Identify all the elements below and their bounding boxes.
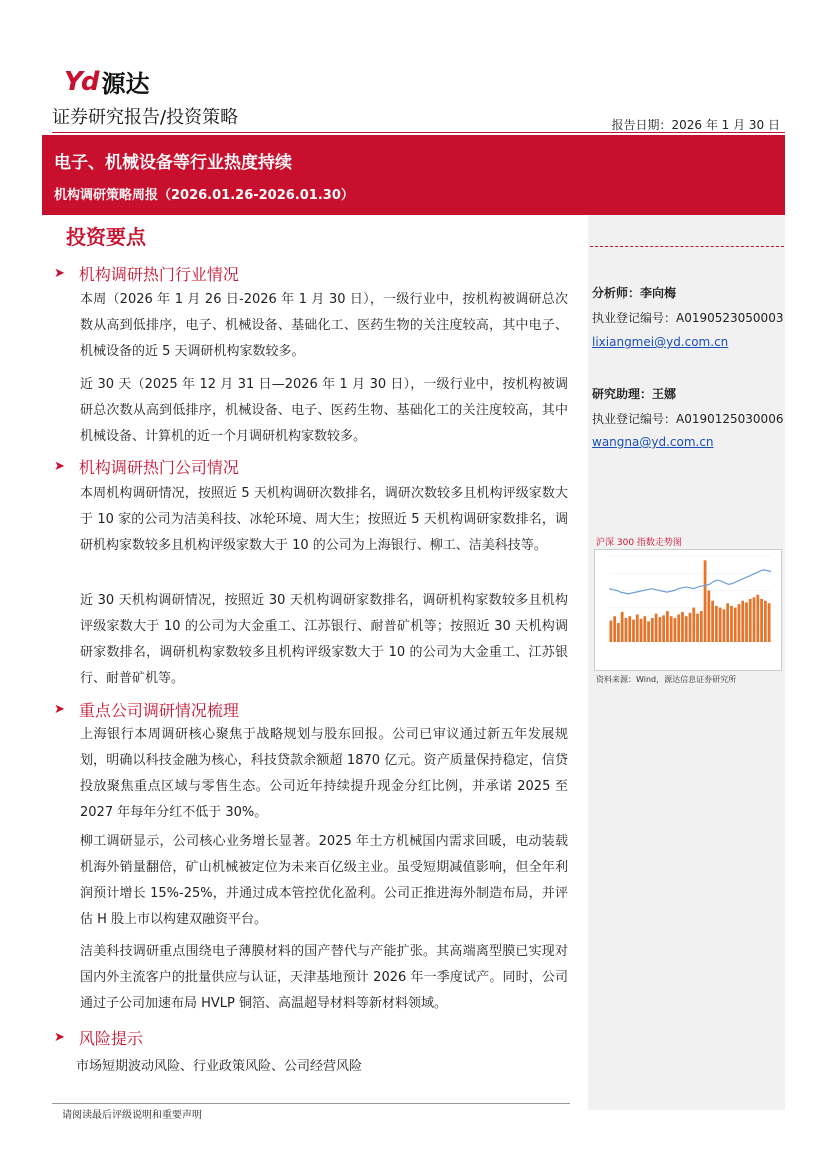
chart-bar [613, 616, 616, 642]
chart-bar [704, 560, 707, 642]
chart-bar [621, 612, 624, 642]
paragraph: 上海银行本周调研核心聚焦于战略规划与股东回报。公司已审议通过新五年发展规划，明确以科技金融为核心，科技贷款余额超 1870 亿元。资产质量保持稳定，信贷投放聚焦重点区域与零售生态。公司近年持续提升现金分红比例，并承诺 2025 至 2027 年每年分红不低于 30%。 [80, 727, 568, 820]
arrow-bullet-icon: ➤ [54, 266, 65, 281]
sidebar-divider [590, 246, 784, 247]
chart-bar [764, 601, 767, 642]
chart-source: 资料来源：Wind，源达信息证券研究所 [596, 675, 737, 684]
section-title-text: 机构调研热门公司情况 [78, 458, 239, 477]
footer-notice: 请阅读最后评级说明和重要声明 [62, 1110, 202, 1121]
section-heading: 投资要点 [66, 225, 146, 249]
chart-bar [700, 611, 703, 642]
logo-mark: Yd [64, 66, 98, 97]
chart-bar [666, 611, 669, 642]
title-banner [42, 135, 588, 215]
analyst-registration: 执业登记编号：A0190523050003 [592, 311, 784, 325]
chart-bar [723, 609, 726, 642]
section-title-text: 重点公司调研情况梳理 [78, 701, 239, 720]
paragraph: 本周（2026 年 1 月 26 日-2026 年 1 月 30 日），一级行业中，按机构被调研总次数从高到低排序，电子、机械设备、基础化工、医药生物的关注度较高，其中电子、机械设备的近 5 天调研机构家数较多。 [80, 292, 568, 359]
report-title: 电子、机械设备等行业热度持续 [54, 153, 292, 173]
analyst-email-link[interactable]: lixiangmei@yd.com.cn [592, 335, 729, 349]
chart-bar [741, 601, 744, 642]
paragraph: 洁美科技调研重点围绕电子薄膜材料的国产替代与产能扩张。其高端离型膜已实现对国内外主流客户的批量供应与认证，天津基地预计 2026 年一季度试产。同时，公司通过子公司加速布局 HVLP 铜箔、高温超导材料等新材料领域。 [80, 944, 568, 1011]
arrow-bullet-icon: ➤ [54, 459, 65, 474]
report-subtitle: 机构调研策略周报（2026.01.26-2026.01.30） [54, 188, 354, 203]
chart-bar [745, 602, 748, 642]
chart-bar [651, 618, 654, 642]
paragraph: 近 30 天机构调研情况，按照近 30 天机构调研家数排名，调研机构家数较多且机构评级家数大于 10 的公司为大金重工、江苏银行、耐普矿机等；按照近 30 天机构调研家数排名，调研机构家数较多且机构评级家数大于 10 的公司为大金重工、江苏银行、耐普矿机等。 [80, 593, 568, 686]
header-rule [52, 132, 785, 133]
chart-bar [632, 620, 635, 642]
chart-bar [625, 618, 628, 642]
chart-bar [730, 606, 733, 642]
chart-bar [753, 597, 756, 642]
assistant-email-link[interactable]: wangna@yd.com.cn [592, 435, 714, 449]
section-title-text: 风险提示 [78, 1029, 143, 1048]
chart-bar [681, 612, 684, 642]
chart-bar [768, 603, 771, 642]
chart-bar [734, 608, 737, 642]
title-banner-right [588, 135, 785, 215]
chart-bar [685, 616, 688, 642]
section-title-text: 机构调研热门行业情况 [78, 265, 239, 284]
risk-text: 市场短期波动风险、行业政策风险、公司经营风险 [76, 1059, 363, 1074]
chart-title: 沪深 300 指数走势图 [596, 538, 682, 548]
chart-bar [738, 604, 741, 642]
chart-bar [726, 603, 729, 642]
section-title-risk [54, 1026, 143, 1049]
footer-rule [52, 1103, 570, 1104]
chart-bar [640, 619, 643, 642]
logo-name: 源达 [101, 70, 150, 98]
arrow-bullet-icon: ➤ [54, 1030, 65, 1045]
chart-bar [719, 608, 722, 642]
paragraph: 柳工调研显示，公司核心业务增长显著。2025 年土方机械国内需求回暖，电动装载机海外销量翻倍，矿山机械被定位为未来百亿级主业。虽受短期减值影响，但全年利润预计增长 15%-25%，并通过成本管控优化盈利。公司正推进海外制造布局，并评估 H 股上市以构建双融资平台。 [80, 834, 568, 927]
chart-bar [610, 621, 613, 643]
chart-bar [677, 614, 680, 642]
logo [64, 64, 149, 99]
paragraph: 本周机构调研情况，按照近 5 天机构调研次数排名，调研次数较多且机构评级家数大于 10 家的公司为洁美科技、冰轮环境、周大生；按照近 5 天机构调研家数排名，调研机构家数较多且机构评级家数大于 10 的公司为上海银行、柳工、洁美科技等。 [80, 486, 568, 553]
chart-bar [670, 616, 673, 642]
chart-bar [711, 601, 714, 642]
chart-bar [696, 614, 699, 642]
chart-bar [707, 590, 710, 642]
chart-bar [658, 617, 661, 642]
chart-bar [756, 595, 759, 642]
chart-bar [715, 606, 718, 642]
chart-bar [674, 618, 677, 642]
chart-bar [655, 614, 658, 642]
report-date: 报告日期：2026 年 1 月 30 日 [611, 118, 780, 132]
chart-bar [647, 621, 650, 642]
chart-bar [628, 616, 631, 642]
index-chart [594, 549, 782, 671]
assistant-registration: 执业登记编号：A0190125030006 [592, 412, 784, 426]
arrow-bullet-icon: ➤ [54, 702, 65, 717]
chart-bar [662, 615, 665, 642]
chart-bar [636, 614, 639, 642]
chart-svg [595, 550, 781, 670]
chart-bar [689, 613, 692, 642]
report-category: 证券研究报告/投资策略 [52, 107, 239, 128]
chart-bar [760, 599, 763, 642]
analyst-name: 分析师：李向梅 [592, 286, 677, 300]
assistant-name: 研究助理：王娜 [592, 387, 677, 401]
chart-bar [643, 616, 646, 642]
section-title-industry [54, 262, 239, 285]
section-title-key-companies [54, 698, 239, 721]
paragraph: 近 30 天（2025 年 12 月 31 日—2026 年 1 月 30 日），一级行业中，按机构被调研总次数从高到低排序，机械设备、电子、医药生物、基础化工的关注度较高，其中机械设备、计算机的近一个月调研机构家数较多。 [80, 377, 568, 444]
chart-bar [692, 608, 695, 642]
chart-bar [749, 599, 752, 642]
section-title-company [54, 455, 239, 478]
chart-bar [617, 623, 620, 642]
